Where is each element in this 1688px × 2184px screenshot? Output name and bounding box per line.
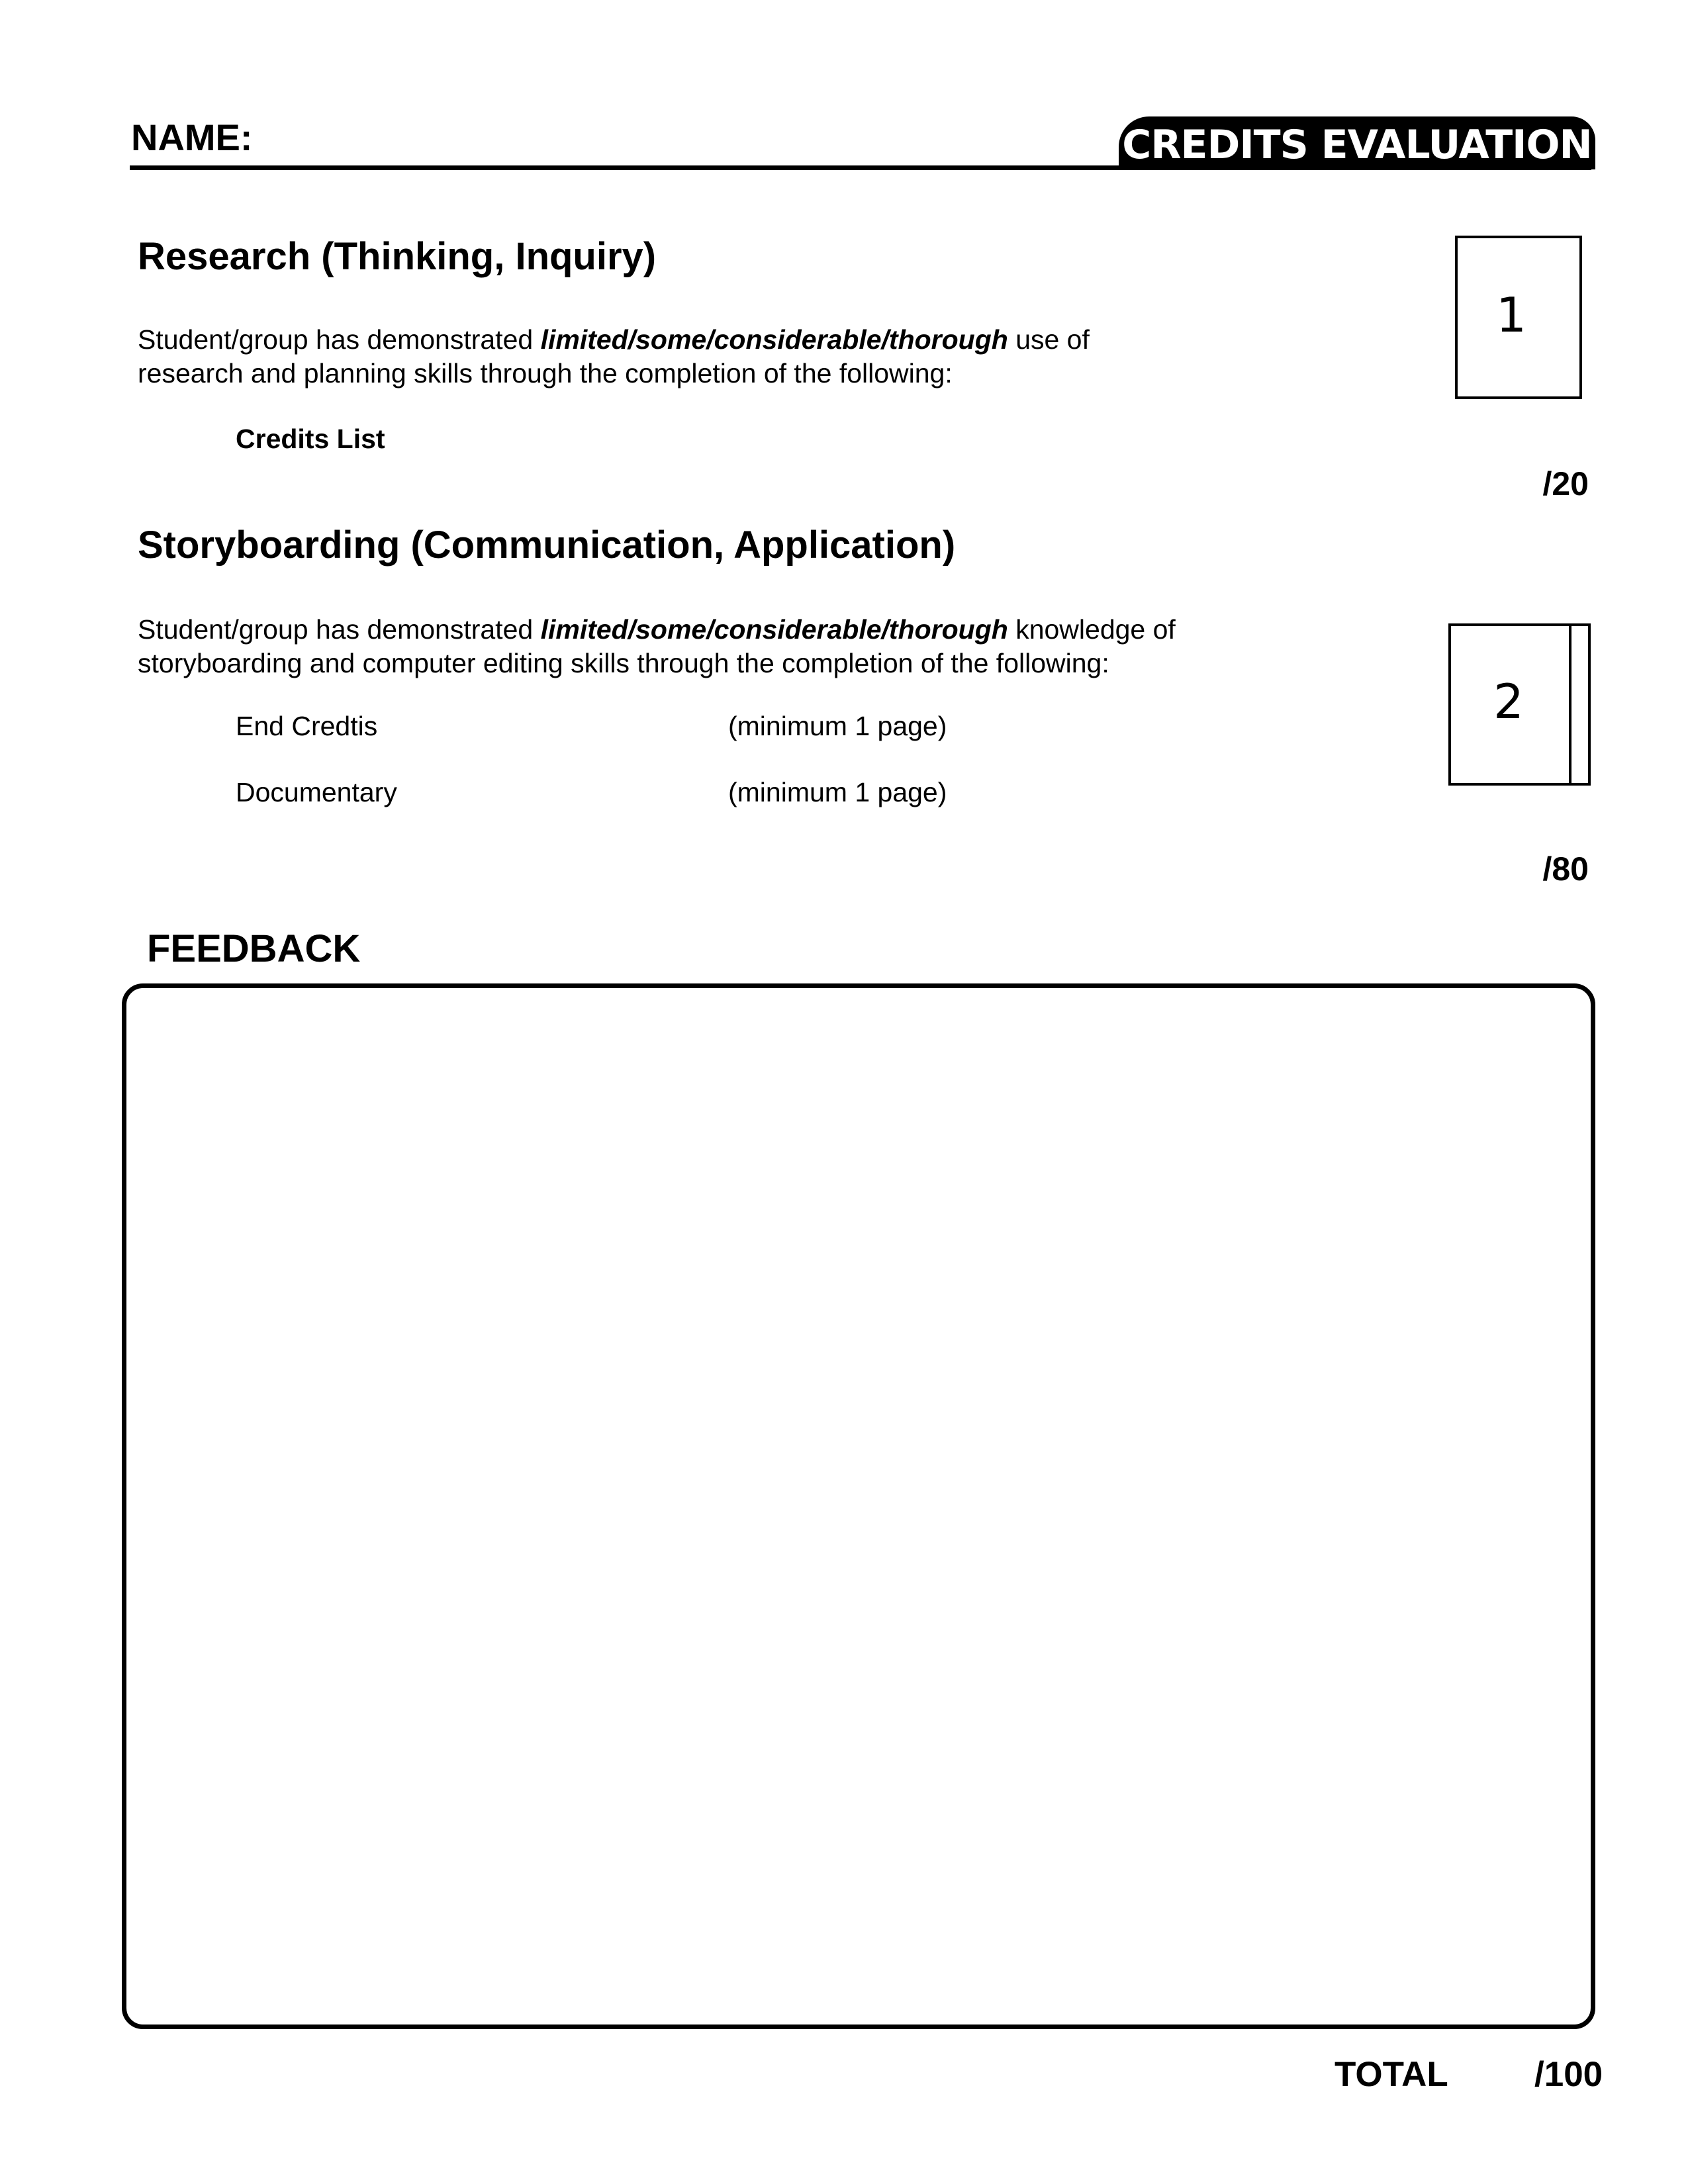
storyboarding-desc-emph: limited/some/considerable/thorough bbox=[540, 614, 1008, 645]
total-score: /100 bbox=[1534, 2055, 1603, 2094]
storyboarding-heading: Storyboarding (Communication, Application) bbox=[138, 523, 956, 567]
research-description-line1 bbox=[138, 323, 1090, 357]
storyboarding-item-end-credits: End Credtis bbox=[236, 711, 378, 741]
feedback-box[interactable] bbox=[122, 983, 1595, 2029]
feedback-heading: FEEDBACK bbox=[147, 927, 361, 970]
storyboarding-desc-post: knowledge of bbox=[1008, 614, 1176, 645]
storyboarding-item-documentary: Documentary bbox=[236, 777, 397, 807]
storyboarding-item-end-credits-requirement: (minimum 1 page) bbox=[728, 711, 947, 741]
storyboarding-box-number: 2 bbox=[1493, 674, 1524, 729]
research-score: /20 bbox=[1542, 465, 1589, 502]
storyboarding-desc-pre: Student/group has demonstrated bbox=[138, 614, 541, 645]
name-label: NAME: bbox=[131, 116, 253, 158]
research-desc-emph: limited/some/considerable/thorough bbox=[540, 324, 1008, 355]
storyboarding-description-line2: storyboarding and computer editing skills through the completion of the following: bbox=[138, 648, 1109, 678]
storyboarding-description-line1 bbox=[138, 613, 1176, 647]
page-title: CREDITS EVALUATION bbox=[1122, 122, 1592, 168]
research-description-line2: research and planning skills through the completion of the following: bbox=[138, 358, 953, 388]
storyboarding-score: /80 bbox=[1542, 850, 1589, 887]
research-desc-pre: Student/group has demonstrated bbox=[138, 324, 541, 355]
storyboarding-box-divider bbox=[1569, 623, 1571, 786]
total-label: TOTAL bbox=[1335, 2055, 1448, 2094]
storyboarding-item-documentary-requirement: (minimum 1 page) bbox=[728, 777, 947, 807]
research-item-credits-list: Credits List bbox=[236, 424, 385, 454]
research-box-number: 1 bbox=[1496, 287, 1526, 343]
research-desc-post: use of bbox=[1008, 324, 1090, 355]
research-heading: Research (Thinking, Inquiry) bbox=[138, 235, 657, 278]
